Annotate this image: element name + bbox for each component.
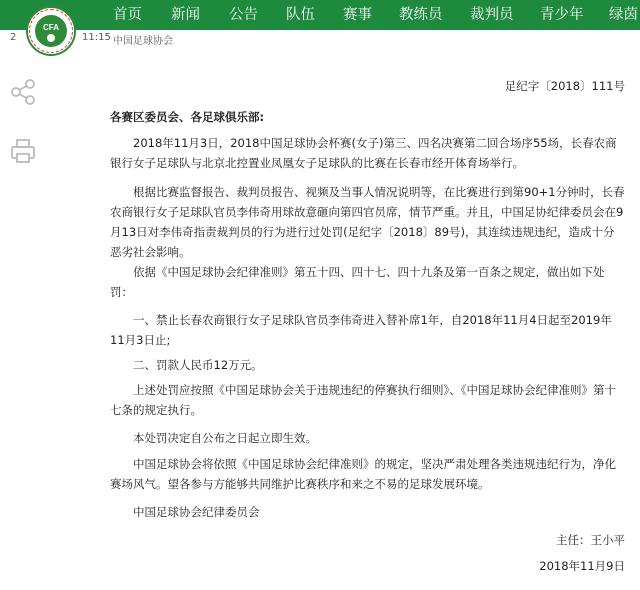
logo-text: CFA	[43, 23, 59, 32]
penalty-item-1: 一、禁止长春农商银行女子足球队官员李伟奇进入替补席1年，自2018年11月4日起至2019年11月3日止;	[110, 313, 612, 347]
issuer: 中国足球协会纪律委员会	[133, 505, 260, 519]
logo-emblem	[35, 15, 67, 47]
paragraph-basis: 依据《中国足球协会纪律准则》第五十四、四十七、四十九条及第一百条之规定，做出如下处罚：	[110, 265, 605, 299]
nav-item-youth[interactable]: 青少年	[540, 7, 584, 23]
nav-item-events[interactable]: 赛事	[343, 7, 372, 23]
cfa-logo[interactable]	[26, 6, 76, 56]
top-nav-bar	[0, 0, 640, 30]
football-icon	[47, 34, 55, 42]
publish-date-fragment: 2	[10, 32, 17, 43]
publish-time: 11:15	[82, 32, 111, 43]
nav-item-referees[interactable]: 裁判员	[470, 7, 514, 23]
paragraph-effective: 本处罚决定自公布之日起立即生效。	[133, 431, 317, 445]
nav-item-coaches[interactable]: 教练员	[399, 7, 443, 23]
article-source: 中国足球协会	[113, 36, 173, 47]
salutation: 各赛区委员会、各足球俱乐部:	[110, 110, 265, 124]
paragraph-event: 2018年11月3日，2018中国足球协会杯赛(女子)第三、四名决赛第二回合场序55场，长春农商银行女子足球队与北京北控置业凤凰女子足球队的比赛在长春市经开体育场举行。	[110, 136, 617, 170]
nav-item-news[interactable]: 新闻	[171, 7, 200, 23]
nav-item-notices[interactable]: 公告	[229, 7, 258, 23]
printer-icon[interactable]	[9, 137, 37, 169]
document-number: 足纪字〔2018〕111号	[504, 79, 625, 93]
paragraph-commitment: 中国足球协会将依照《中国足球协会纪律准则》的规定，坚决严肃处理各类违规违纪行为，净化赛场风气。望各参与方能够共同维护比赛秩序和来之不易的足球发展环境。	[110, 457, 616, 491]
nav-item-teams[interactable]: 队伍	[286, 7, 315, 23]
paragraph-execution: 上述处罚应按照《中国足球协会关于违规违纪的停赛执行细则》、《中国足球协会纪律准则》第十七条的规定执行。	[110, 383, 616, 417]
share-icon[interactable]	[9, 78, 37, 110]
nav-item-green[interactable]: 绿茵	[609, 7, 638, 23]
document-date: 2018年11月9日	[539, 559, 625, 573]
paragraph-facts: 根据比赛监督报告、裁判员报告、视频及当事人情况说明等，在比赛进行到第90+1分钟时，长春农商银行女子足球队官员李伟奇用球故意砸向第四官员席，情节严重。并且，中国足协纪律委员会在9月13日对李伟奇指责裁判员的行为进行过处罚(足纪字〔2018〕89号)，其连续违规违纪，造成十分恶劣社会影响。	[110, 185, 625, 259]
signature: 主任：王小平	[556, 533, 625, 547]
nav-item-home[interactable]: 首页	[113, 7, 142, 23]
penalty-item-2: 二、罚款人民币12万元。	[133, 358, 263, 372]
